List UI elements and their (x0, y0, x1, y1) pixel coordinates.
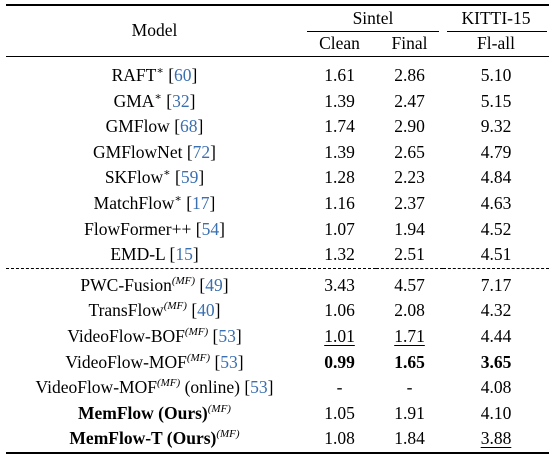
kitti-cell: 4.44 (480, 325, 512, 346)
clean-cell-best: 0.99 (324, 351, 355, 372)
final-cell: 1.91 (394, 402, 425, 423)
table-row (6, 375, 549, 401)
clean-cell: 1.08 (303, 426, 376, 453)
citation-link[interactable]: 54 (201, 218, 220, 239)
final-cell: 1.94 (394, 218, 425, 239)
flall-header: Fl-all (477, 33, 515, 54)
table-row (6, 350, 549, 376)
final-cell-best: 1.65 (394, 351, 425, 372)
citation-link[interactable]: 53 (220, 351, 238, 372)
table-row (6, 401, 549, 427)
kitti-cell: 4.32 (480, 300, 512, 321)
model-cell: GMFlowNet [72] (93, 141, 216, 162)
final-cell: 2.08 (394, 300, 425, 321)
table-row (6, 242, 549, 268)
final-cell: 2.37 (394, 193, 425, 214)
final-cell: 2.23 (394, 167, 425, 188)
kitti-header: KITTI-15 (443, 5, 549, 32)
table-row (6, 165, 549, 191)
final-cell: 1.84 (376, 426, 443, 453)
kitti-cell: 7.17 (443, 268, 549, 298)
table-row (6, 89, 549, 115)
model-cell: VideoFlow-$MOF^{(MF)}$ [53] (65, 351, 244, 372)
final-header: Final (391, 33, 428, 54)
final-cell: 2.65 (394, 141, 425, 162)
final-cell: 2.90 (394, 116, 425, 137)
comparison-table (6, 4, 549, 454)
final-cell: - (406, 377, 413, 398)
table-row (6, 57, 549, 89)
final-cell: 2.47 (394, 90, 425, 111)
model-cell: GMFlow [68] (105, 116, 204, 137)
kitti-cell: 4.63 (480, 193, 512, 214)
model-cell: VideoFlow-$MOF^{(MF)}$ (online) [53] (35, 377, 274, 398)
clean-cell: 1.74 (324, 116, 355, 137)
final-cell (376, 324, 443, 350)
kitti-cell: 4.52 (480, 218, 512, 239)
comparison-table-wrapper (6, 4, 549, 454)
header-row-1 (6, 5, 549, 32)
clean-cell: 1.16 (324, 193, 355, 214)
citation-link[interactable]: 53 (250, 377, 268, 398)
clean-cell: 1.61 (303, 57, 376, 89)
model-cell: RAFT∗ [60] (6, 57, 303, 89)
model-cell: GMA∗ [32] (113, 90, 196, 111)
model-cell: MatchFlow∗ [17] (93, 193, 216, 214)
model-cell: FlowFormer++ [54] (84, 218, 225, 239)
clean-cell (303, 324, 376, 350)
kitti-cell: 4.84 (480, 167, 512, 188)
clean-cell: 3.43 (303, 268, 376, 298)
clean-cell: 1.39 (324, 90, 355, 111)
kitti-cell: 4.10 (480, 402, 512, 423)
kitti-cell: 4.51 (480, 244, 512, 265)
model-cell: TransFlow$^{(MF)}$ [40] (88, 300, 221, 321)
clean-cell: 1.06 (324, 300, 355, 321)
citation-link[interactable]: 68 (180, 116, 198, 137)
kitti-cell: 4.79 (480, 141, 512, 162)
model-cell: VideoFlow-$BOF^{(MF)}$ [53] (67, 325, 242, 346)
citation-link[interactable]: 59 (180, 167, 199, 188)
table-row (6, 140, 549, 166)
clean-cell: 1.28 (324, 167, 355, 188)
citation-link[interactable]: 17 (192, 193, 210, 214)
clean-cell: - (336, 377, 343, 398)
kitti-cell (443, 426, 549, 453)
citation-link[interactable]: 49 (205, 274, 223, 295)
citation-link[interactable]: 60 (174, 65, 192, 86)
table-row (6, 217, 549, 243)
table-row (6, 268, 549, 298)
kitti-cell: 5.10 (443, 57, 549, 89)
second-best-value: 3.88 (480, 428, 512, 449)
citation-link[interactable]: 32 (172, 90, 190, 111)
model-cell: EMD-L [15] (110, 244, 199, 265)
kitti-cell-best: 3.65 (480, 351, 512, 372)
clean-header: Clean (319, 33, 360, 54)
table-row (6, 114, 549, 140)
citation-link[interactable]: 53 (218, 325, 236, 346)
clean-cell: 1.05 (324, 402, 355, 423)
model-cell: SKFlow∗ [59] (104, 167, 205, 188)
final-cell: 2.51 (394, 244, 425, 265)
second-best-value: 1.01 (324, 325, 355, 346)
citation-link[interactable]: 72 (192, 141, 211, 162)
model-cell: MemFlow-T (Ours)$^{(MF)}$ (6, 426, 303, 453)
table-row (6, 298, 549, 324)
model-header: Model (6, 5, 303, 57)
final-cell: 4.57 (376, 268, 443, 298)
final-cell: 2.86 (376, 57, 443, 89)
sintel-header: Sintel (303, 5, 443, 32)
table-row (6, 324, 549, 350)
kitti-cell: 5.15 (480, 90, 512, 111)
model-cell: MemFlow (Ours)$^{(MF)}$ (78, 402, 231, 423)
second-best-value: 1.71 (394, 325, 425, 346)
kitti-cell: 4.08 (480, 377, 512, 398)
clean-cell: 1.07 (324, 218, 355, 239)
table-row (6, 426, 549, 453)
citation-link[interactable]: 40 (197, 300, 215, 321)
kitti-cell: 9.32 (480, 116, 512, 137)
clean-cell: 1.39 (324, 141, 355, 162)
table-row (6, 191, 549, 217)
citation-link[interactable]: 15 (175, 244, 193, 265)
model-cell: PWC-Fusion$^{(MF)}$ [49] (6, 268, 303, 298)
clean-cell: 1.32 (324, 244, 355, 265)
